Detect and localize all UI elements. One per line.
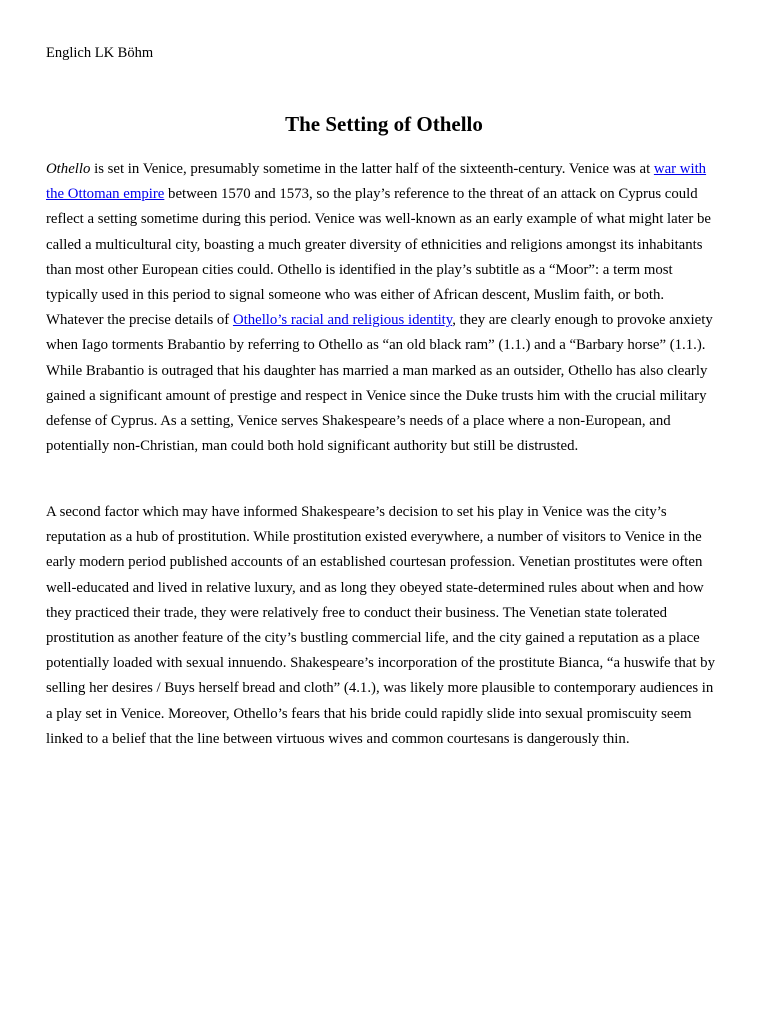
- paragraph-1-text-b: between 1570 and 1573, so the play’s reference to the threat of an attack on Cyprus could reflect a setting sometime during this period. Venice was well-known as an early example of what might later be called a multicultural city, boasting a much greater diversity of ethnicities and religions amongst its inhabitants than most other European cities could. Othello is identified in the play’s subtitle as a “Moor”: a term most typically used in this period to signal someone who was either of African descent, Muslim faith, or both. Whatever the precise details of: [46, 186, 711, 329]
- link-ottoman-war[interactable]: war with the Ottoman empire: [46, 161, 707, 203]
- paragraph-1: [46, 157, 718, 459]
- paragraph-2: A second factor which may have informed Shakespeare’s decision to set his play in Venice was the city’s reputation as a hub of prostitution. While prostitution existed everywhere, a number of visitors to Venice in the early modern period published accounts of an established courtesan profession. Venetian prostitutes were often well-educated and lived in relative luxury, and as long they obeyed state-determined rules about when and how they practiced their trade, they were relatively free to conduct their business. The Venetian state tolerated prostitution as another feature of the city’s bustling commercial life, and the city gained a reputation as a place potentially loaded with sexual innuendo. Shakespeare’s incorporation of the prostitute Bianca, “a huswife that by selling her desires / Buys herself bread and cloth” (4.1.), was likely more plausible to contemporary audiences in a play set in Venice. Moreover, Othello’s fears that his bride could rapidly slide into sexual promiscuity seem linked to a belief that the line between virtuous wives and common courtesans is dangerously thin.: [46, 504, 715, 747]
- link-othello-identity[interactable]: Othello’s racial and religious identity: [232, 312, 453, 329]
- paragraph-1-text-a: is set in Venice, presumably sometime in the latter half of the sixteenth-century. Venice was at: [90, 161, 654, 177]
- paragraph-1-text-c: , they are clearly enough to provoke anxiety when Iago torments Brabantio by referring to Othello as “an old black ram” (1.1.) and a “Barbary horse” (1.1.). While Brabantio is outraged that his daughter has married a man marked as an outsider, Othello has also clearly gained a significant amount of prestige and respect in Venice since the Duke trusts him with the crucial military defense of Cyprus. As a setting, Venice serves Shakespeare’s needs of a place where a non-European, and potentially non-Christian, man could both hold significant authority but still be distrusted.: [46, 312, 713, 455]
- author-header: Englich LK Böhm: [46, 45, 154, 61]
- play-title-italic: Othello: [46, 161, 91, 177]
- document-title: The Setting of Othello: [285, 112, 483, 136]
